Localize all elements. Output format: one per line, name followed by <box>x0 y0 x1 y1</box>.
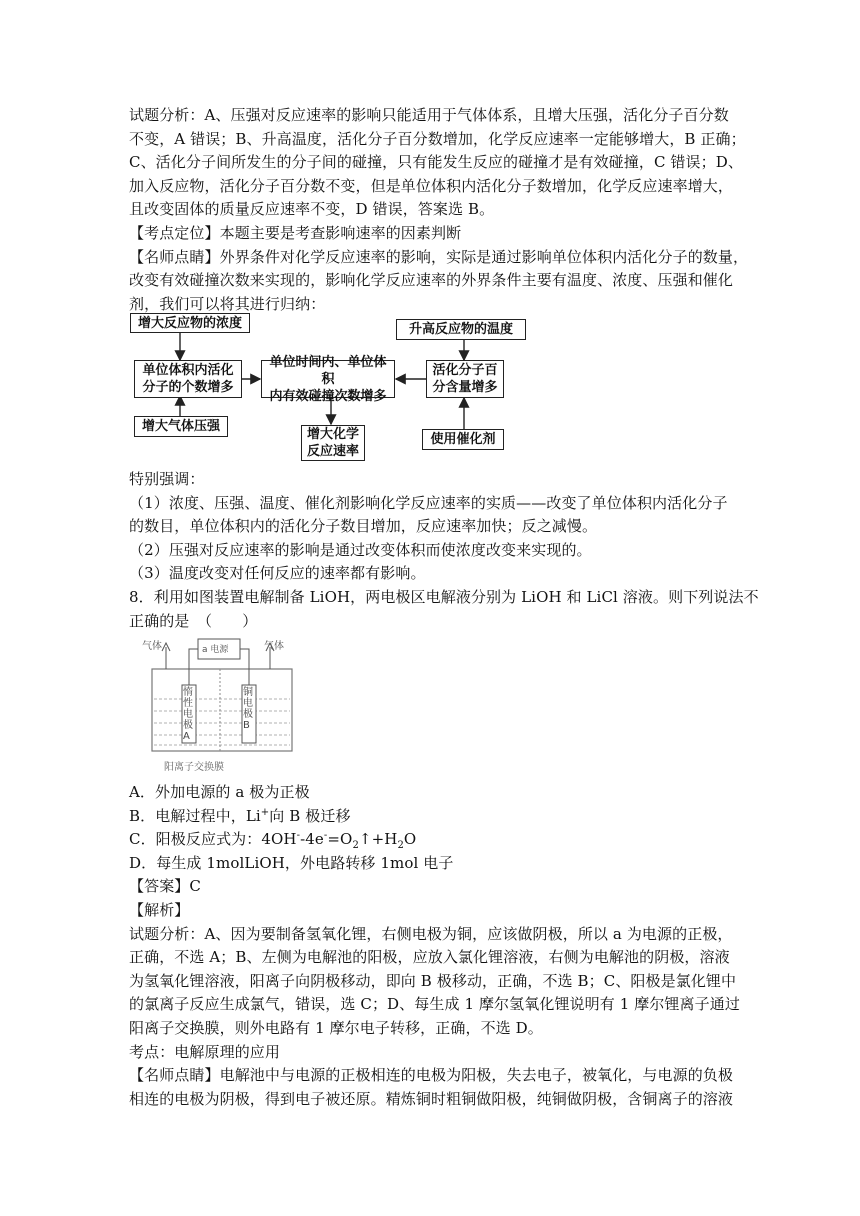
kaodian-2: 考点：电解原理的应用 <box>129 1042 281 1061</box>
gas-label-right: 气体 <box>264 641 284 652</box>
analysis-2-line-1: 试题分析：A、因为要制备氢氧化锂，右侧电极为铜，应该做阴极，所以 a 为电源的正极， <box>129 924 733 943</box>
option-c-mid: -4e <box>300 830 324 849</box>
option-c <box>129 828 729 852</box>
option-b-sup: + <box>260 806 270 818</box>
question-8-options <box>129 781 740 1111</box>
jiexi-heading: 【解析】 <box>129 900 190 919</box>
electrode-right-label: 铜电极B <box>243 687 253 731</box>
analysis-2-line-2: 正确，不选 A；B、左侧为电解池的阳极，应放入氯化锂溶液，右侧为电解池的阴极，溶液 <box>129 948 730 967</box>
option-c-sub-1: 2 <box>352 840 359 852</box>
option-b-pre: B．电解过程中，Li <box>129 806 261 825</box>
analysis-1-line-2: 不变，A 错误；B、升高温度，活化分子百分数增加，化学反应速率一定能够增大，B 正确； <box>129 129 746 148</box>
mingshi-1-line-3: 剂，我们可以将其进行归纳： <box>129 294 326 313</box>
option-c-end: O <box>403 830 417 849</box>
power-label: a 电源 <box>202 645 229 655</box>
box-unit-volume <box>134 360 242 398</box>
analysis-2-line-4: 的氯离子反应生成氯气，错误，选 C；D、每生成 1 摩尔氢氧化锂说明有 1 摩尔锂离子通过 <box>129 995 740 1014</box>
box-unit-volume-line-2: 分子的个数增多 <box>142 380 234 395</box>
question-8-line-2: 正确的是 （ ） <box>129 611 258 630</box>
box-effective-collisions-line-2: 内有效碰撞次数增多 <box>269 388 387 404</box>
box-effective-collisions <box>261 354 395 404</box>
box-increase-rate <box>301 425 365 461</box>
analysis-1-line-5: 且改变固体的质量反应速率不变，D 错误，答案选 B。 <box>129 200 495 219</box>
mingshi-2-line-1: 【名师点睛】电解池中与电源的正极相连的电极为阳极，失去电子，被氧化，与电源的负极 <box>129 1066 734 1085</box>
option-c-sub-2: 2 <box>397 840 404 852</box>
option-d: D．每生成 1molLiOH，外电路转移 1mol 电子 <box>129 853 454 872</box>
answer: 【答案】C <box>129 877 201 896</box>
question-8-line-1: 8．利用如图装置电解制备 LiOH，两电极区电解液分别为 LiOH 和 LiCl 溶液。则下列说法不 <box>129 587 759 606</box>
option-b-post: 向 B 极迁移 <box>269 806 351 825</box>
electrode-left-label: 惰性电极A <box>183 687 193 742</box>
option-c-arrow: ↑+H <box>358 830 398 849</box>
emphasis-section <box>129 468 759 633</box>
emphasis-item-3: （3）温度改变对任何反应的速率都有影响。 <box>129 564 426 583</box>
analysis-1-line-3: C、活化分子间所发生的分子间的碰撞，只有能发生反应的碰撞才是有效碰撞，C 错误；D、 <box>129 153 743 172</box>
option-c-eq: =O <box>327 830 353 849</box>
gas-label-left: 气体 <box>142 641 162 652</box>
analysis-1-line-1: 试题分析：A、压强对反应速率的影响只能适用于气体体系，且增大压强，活化分子百分数 <box>129 106 729 124</box>
box-increase-concentration <box>130 313 250 333</box>
box-activated-percent-line-1: 活化分子百 <box>432 363 498 378</box>
box-effective-collisions-line-1: 单位时间内、单位体积 <box>269 354 387 387</box>
box-increase-concentration-text: 增大反应物的浓度 <box>137 315 242 331</box>
analysis-paragraph-1 <box>129 104 749 316</box>
box-activated-percent <box>426 360 504 398</box>
box-raise-temperature-text: 升高反应物的温度 <box>408 322 513 337</box>
box-increase-rate-line-1: 增大化学 <box>306 427 359 442</box>
box-use-catalyst <box>422 429 504 450</box>
box-increase-pressure-text: 增大气体压强 <box>141 419 220 434</box>
analysis-2-line-5: 阳离子交换膜，则外电路有 1 摩尔电子转移，正确，不选 D。 <box>129 1018 543 1037</box>
emphasis-item-2: （2）压强对反应速率的影响是通过改变体积而使浓度改变来实现的。 <box>129 540 592 559</box>
analysis-2-line-3: 为氢氧化锂溶液，阳离子向阴极移动，即向 B 极移动，正确，不选 B；C、阳极是氯化锂中 <box>129 971 737 990</box>
emphasis-item-1-line-2: 的数目，单位体积内的活化分子数目增加，反应速率加快；反之减慢。 <box>129 517 598 536</box>
mingshi-1-line-2: 改变有效碰撞次数来实现的，影响化学反应速率的外界条件主要有温度、浓度、压强和催化 <box>129 271 734 290</box>
emphasis-title: 特别强调： <box>129 470 205 488</box>
box-unit-volume-line-1: 单位体积内活化 <box>142 363 234 378</box>
rate-factors-diagram <box>128 312 518 464</box>
option-b <box>129 805 729 829</box>
option-c-pre: C．阳极反应式为：4OH <box>129 830 297 849</box>
electrolysis-apparatus-figure <box>142 627 300 775</box>
option-c-sup-1: - <box>296 830 301 842</box>
kaodian-1: 【考点定位】本题主要是考查影响速率的因素判断 <box>129 223 462 242</box>
box-increase-rate-line-2: 反应速率 <box>306 444 359 459</box>
emphasis-item-1-line-1: （1）浓度、压强、温度、催化剂影响化学反应速率的实质——改变了单位体积内活化分子 <box>129 493 728 512</box>
box-increase-pressure <box>134 416 228 437</box>
option-c-sup-2: - <box>323 830 328 842</box>
membrane-label: 阳离子交换膜 <box>164 762 224 773</box>
mingshi-2-line-2: 相连的电极为阴极，得到电子被还原。精炼铜时粗铜做阳极，纯铜做阴极，含铜离子的溶液 <box>129 1089 734 1108</box>
box-activated-percent-line-2: 分含量增多 <box>432 380 498 395</box>
analysis-1-line-4: 加入反应物，活化分子百分数不变，但是单位体积内活化分子数增加，化学反应速率增大， <box>129 176 734 195</box>
box-use-catalyst-text: 使用催化剂 <box>430 432 496 447</box>
option-a: A．外加电源的 a 极为正极 <box>129 783 310 801</box>
mingshi-1-line-1: 【名师点睛】外界条件对化学反应速率的影响，实际是通过影响单位体积内活化分子的数量， <box>129 247 749 266</box>
box-raise-temperature <box>396 319 526 340</box>
